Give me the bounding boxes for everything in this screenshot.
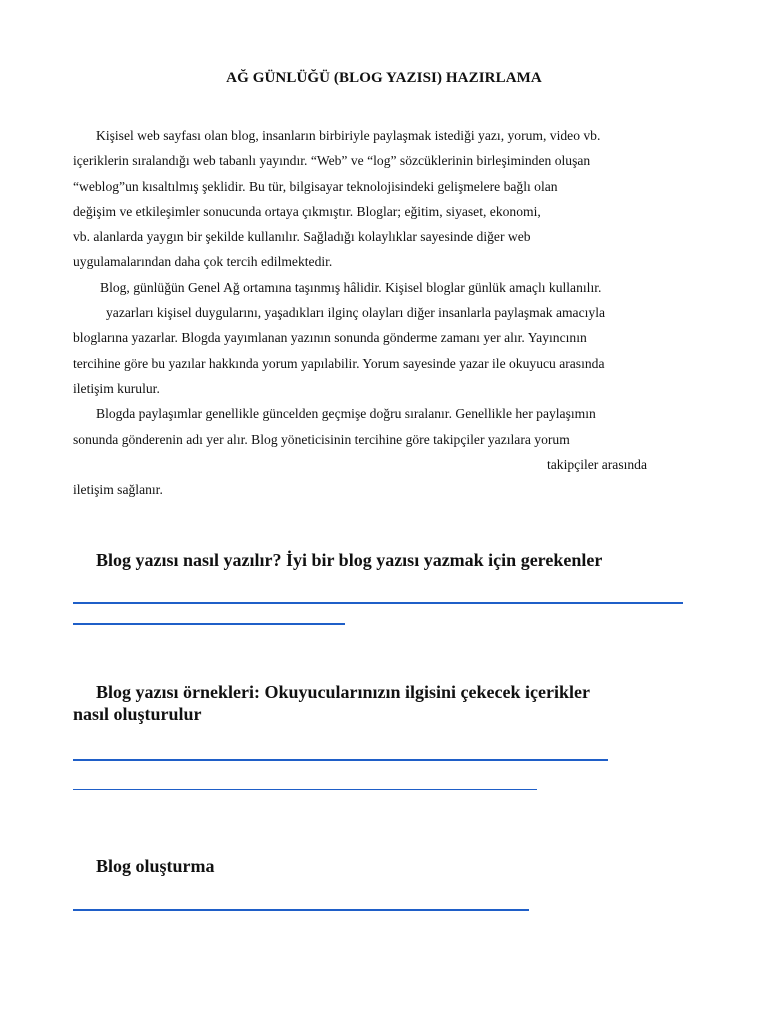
page-title: AĞ GÜNLÜĞÜ (BLOG YAZISI) HAZIRLAMA bbox=[226, 70, 542, 86]
answer-line[interactable] bbox=[73, 602, 683, 604]
section-heading-blog-examples: Blog yazısı örnekleri: Okuyucularınızın ilgisini çekecek içerikler bbox=[96, 682, 590, 702]
answer-line[interactable] bbox=[73, 759, 608, 761]
paragraph-line: bloglarına yazarlar. Blogda yayımlanan yazının sonunda gönderme zamanı yer alır. Yayıncının bbox=[73, 330, 587, 346]
paragraph-line: yazarları kişisel duygularını, yaşadıkları ilginç olayları diğer insanlarla paylaşmak amacıyla bbox=[106, 305, 606, 321]
section-heading-blog-creation: Blog oluşturma bbox=[96, 856, 215, 876]
body-text bbox=[73, 123, 693, 502]
paragraph-line: değişim ve etkileşimler sonucunda ortaya çıkmıştır. Bloglar; eğitim, siyaset, ekonomi, bbox=[73, 203, 541, 219]
paragraph-line: vb. alanlarda yaygın bir şekilde kullanılır. Sağladığı kolaylıklar sayesinde diğer web bbox=[73, 229, 531, 245]
paragraph-line: Blog, günlüğün Genel Ağ ortamına taşınmış hâlidir. Kişisel bloglar günlük amaçlı kullanılır. bbox=[100, 279, 602, 295]
paragraph-line: iletişim sağlanır. bbox=[73, 482, 163, 498]
answer-line[interactable] bbox=[73, 623, 345, 625]
paragraph-line: “weblog”un kısaltılmış şeklidir. Bu tür, bilgisayar teknolojisindeki gelişmelere bağlı olan bbox=[73, 178, 558, 194]
paragraph-line: Kişisel web sayfası olan blog, insanların birbiriyle paylaşmak istediği yazı, yorum, video vb. bbox=[96, 128, 601, 143]
paragraph-line: tercihine göre bu yazılar hakkında yorum yapılabilir. Yorum sayesinde yazar ile okuyucu arasında bbox=[73, 355, 605, 371]
paragraph-line: Blogda paylaşımlar genellikle güncelden geçmişe doğru sıralanır. Genellikle her paylaşımın bbox=[96, 406, 596, 422]
paragraph-line: sonunda gönderenin adı yer alır. Blog yöneticisinin tercihine göre takipçiler yazılara yorum bbox=[73, 431, 570, 447]
answer-line[interactable] bbox=[73, 909, 529, 911]
paragraph-line: içeriklerin sıralandığı web tabanlı yayındır. “Web” ve “log” sözcüklerinin birleşiminden oluşan bbox=[73, 153, 591, 169]
paragraph-line: takipçiler arasında bbox=[547, 456, 648, 472]
paragraph-line: uygulamalarından daha çok tercih edilmektedir. bbox=[73, 254, 333, 270]
paragraph-line: iletişim kurulur. bbox=[73, 380, 160, 396]
answer-line[interactable] bbox=[73, 789, 537, 790]
section-heading-blog-writing: Blog yazısı nasıl yazılır? İyi bir blog yazısı yazmak için gerekenler bbox=[96, 550, 603, 570]
section-heading-blog-examples-line2: nasıl oluşturulur bbox=[73, 704, 202, 724]
